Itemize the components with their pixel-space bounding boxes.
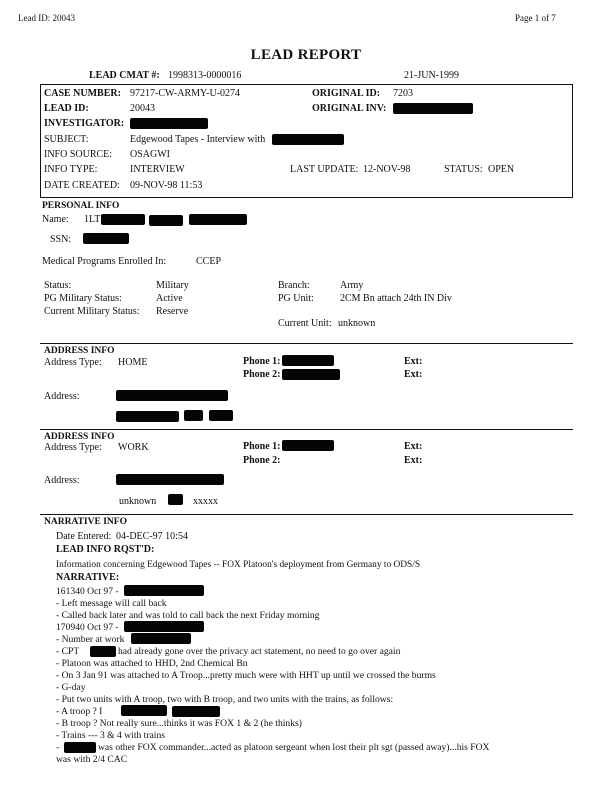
address1-phone2-label: Phone 2:: [243, 369, 281, 380]
current-mil-status-label: Current Military Status:: [44, 306, 140, 317]
redaction-home-street: [116, 390, 228, 401]
current-unit-value: unknown: [338, 318, 376, 329]
status-value: OPEN: [488, 164, 515, 175]
info-source-value: OSAGWI: [130, 149, 170, 160]
narrative-line-8: - On 3 Jan 91 was attached to A Troop...pretty much were with HHT up until we crossed the burms: [56, 670, 436, 681]
redaction-n6: [90, 646, 116, 657]
address2-type-label: Address Type:: [44, 442, 102, 453]
page-number: Page 1 of 7: [515, 13, 556, 23]
investigator-label: INVESTIGATOR:: [44, 118, 125, 129]
info-type-value: INTERVIEW: [130, 164, 185, 175]
redaction-n5: [131, 633, 191, 644]
pg-unit-value: 2CM Bn attach 24th IN Div: [340, 293, 452, 304]
redaction-name-1: [101, 214, 145, 225]
medical-label: Medical Programs Enrolled In:: [42, 256, 167, 267]
narrative-line-13: - Trains --- 3 & 4 with trains: [56, 730, 165, 741]
mil-status-value: Military: [156, 280, 189, 291]
rule-address2: [40, 429, 573, 430]
current-mil-status-value: Reserve: [156, 306, 189, 317]
case-number-label: CASE NUMBER:: [44, 88, 121, 99]
current-unit-label: Current Unit:: [278, 318, 332, 329]
address2-ext2-label: Ext:: [404, 455, 423, 466]
pg-mil-status-value: Active: [156, 293, 183, 304]
redaction-original-inv: [393, 103, 473, 114]
original-inv-label: ORIGINAL INV:: [312, 103, 387, 114]
narrative-line-3: - Called back later and was told to call back the next Friday morning: [56, 610, 320, 621]
rule-narrative: [40, 514, 573, 515]
redaction-name-2: [149, 215, 183, 226]
lead-id-value: 20043: [130, 103, 155, 114]
rqst-text: Information concerning Edgewood Tapes -- FOX Platoon's deployment from Germany to ODS/S: [56, 560, 421, 570]
narrative-title: NARRATIVE INFO: [44, 517, 127, 527]
address2-zip: xxxxx: [193, 496, 218, 507]
cmat-label: LEAD CMAT #:: [89, 70, 160, 81]
cmat-value: 1998313-0000016: [168, 70, 242, 81]
redaction-ssn: [83, 233, 129, 244]
redaction-work-state: [168, 494, 183, 505]
info-source-label: INFO SOURCE:: [44, 149, 113, 160]
personal-info-title: PERSONAL INFO: [42, 201, 120, 211]
mil-status-label: Status:: [44, 280, 72, 291]
address2-label: Address:: [44, 475, 80, 486]
last-update-value: 12-NOV-98: [363, 164, 411, 175]
narrative-line-2: - Left message will call back: [56, 598, 167, 609]
narrative-line-5: - Number at work: [56, 634, 125, 645]
redaction-n14: [64, 742, 96, 753]
pg-unit-label: PG Unit:: [278, 293, 314, 304]
status-label: STATUS:: [444, 164, 483, 175]
case-number-value: 97217-CW-ARMY-U-0274: [130, 88, 240, 99]
narrative-line-7: - Platoon was attached to HHD, 2nd Chemical Bn: [56, 658, 248, 669]
branch-value: Army: [340, 280, 364, 291]
frame-right-top: [572, 84, 573, 198]
redaction-home-phone2: [282, 369, 340, 380]
ssn-label: SSN:: [50, 234, 72, 245]
report-date: 21-JUN-1999: [404, 70, 459, 81]
narrative-line-15: was with 2/4 CAC: [56, 754, 128, 765]
medical-value: CCEP: [196, 256, 222, 267]
redaction-n11a: [121, 705, 167, 716]
redaction-name-3: [189, 214, 247, 225]
address1-ext1-label: Ext:: [404, 356, 423, 367]
address2-phone1-label: Phone 1:: [243, 441, 281, 452]
lead-id-top: Lead ID: 20043: [18, 13, 75, 23]
date-entered-value: 04-DEC-97 10:54: [116, 531, 188, 542]
redaction-investigator: [130, 118, 208, 129]
address1-label: Address:: [44, 391, 80, 402]
original-id-value: 7203: [393, 88, 413, 99]
redaction-n1: [124, 585, 204, 596]
narrative-line-14b: was other FOX commander...acted as platoon sergeant when lost their plt sgt (passed away)...his FOX: [98, 742, 490, 753]
address2-ext1-label: Ext:: [404, 441, 423, 452]
redaction-home-zip: [209, 410, 233, 421]
redaction-home-city: [116, 411, 179, 422]
original-id-label: ORIGINAL ID:: [312, 88, 381, 99]
date-entered-label: Date Entered:: [56, 531, 112, 542]
address2-title: ADDRESS INFO: [44, 432, 115, 442]
redaction-work-street: [116, 474, 224, 485]
address1-type-label: Address Type:: [44, 357, 102, 368]
redaction-home-phone1: [282, 355, 334, 366]
address2-type-value: WORK: [118, 442, 149, 453]
address2-phone2-label: Phone 2:: [243, 455, 281, 466]
date-created-value: 09-NOV-98 11:53: [130, 180, 203, 191]
name-label: Name:: [42, 214, 69, 225]
subject-value: Edgewood Tapes - Interview with: [130, 134, 266, 145]
address1-type-value: HOME: [118, 357, 148, 368]
narrative-line-12: - B troop ? Not really sure...thinks it was FOX 1 & 2 (he thinks): [56, 718, 302, 729]
narrative-line-6a: - CPT: [56, 646, 80, 657]
narrative-label: NARRATIVE:: [56, 572, 120, 583]
rule-top: [40, 84, 573, 85]
address1-ext2-label: Ext:: [404, 369, 423, 380]
narrative-line-1: 161340 Oct 97 -: [56, 586, 119, 597]
branch-label: Branch:: [278, 280, 310, 291]
rqst-label: LEAD INFO RQST'D:: [56, 544, 155, 555]
redaction-home-state: [184, 410, 203, 421]
lead-id-label: LEAD ID:: [44, 103, 89, 114]
address2-city: unknown: [119, 496, 157, 507]
report-title: LEAD REPORT: [250, 47, 362, 63]
frame-left-top: [40, 84, 41, 198]
redaction-n11b: [172, 706, 220, 717]
date-created-label: DATE CREATED:: [44, 180, 120, 191]
narrative-line-4: 170940 Oct 97 -: [56, 622, 119, 633]
narrative-line-6b: had already gone over the privacy act statement, no need to go over again: [118, 646, 401, 657]
narrative-line-11: - A troop ? I: [56, 706, 103, 717]
name-prefix: 1LT: [84, 214, 101, 225]
redaction-n4: [124, 621, 204, 632]
narrative-line-10: - Put two units with A troop, two with B troop, and two units with the trains, as follows:: [56, 694, 394, 705]
redaction-work-phone1: [282, 440, 334, 451]
narrative-line-9: - G-day: [56, 682, 86, 693]
address1-phone1-label: Phone 1:: [243, 356, 281, 367]
rule-personal: [40, 197, 573, 198]
rule-address1: [40, 343, 573, 344]
address1-title: ADDRESS INFO: [44, 346, 115, 356]
pg-mil-status-label: PG Military Status:: [44, 293, 122, 304]
info-type-label: INFO TYPE:: [44, 164, 98, 175]
last-update-label: LAST UPDATE:: [290, 164, 359, 175]
narrative-line-14a: -: [56, 742, 60, 753]
redaction-subject: [272, 134, 344, 145]
subject-label: SUBJECT:: [44, 134, 89, 145]
